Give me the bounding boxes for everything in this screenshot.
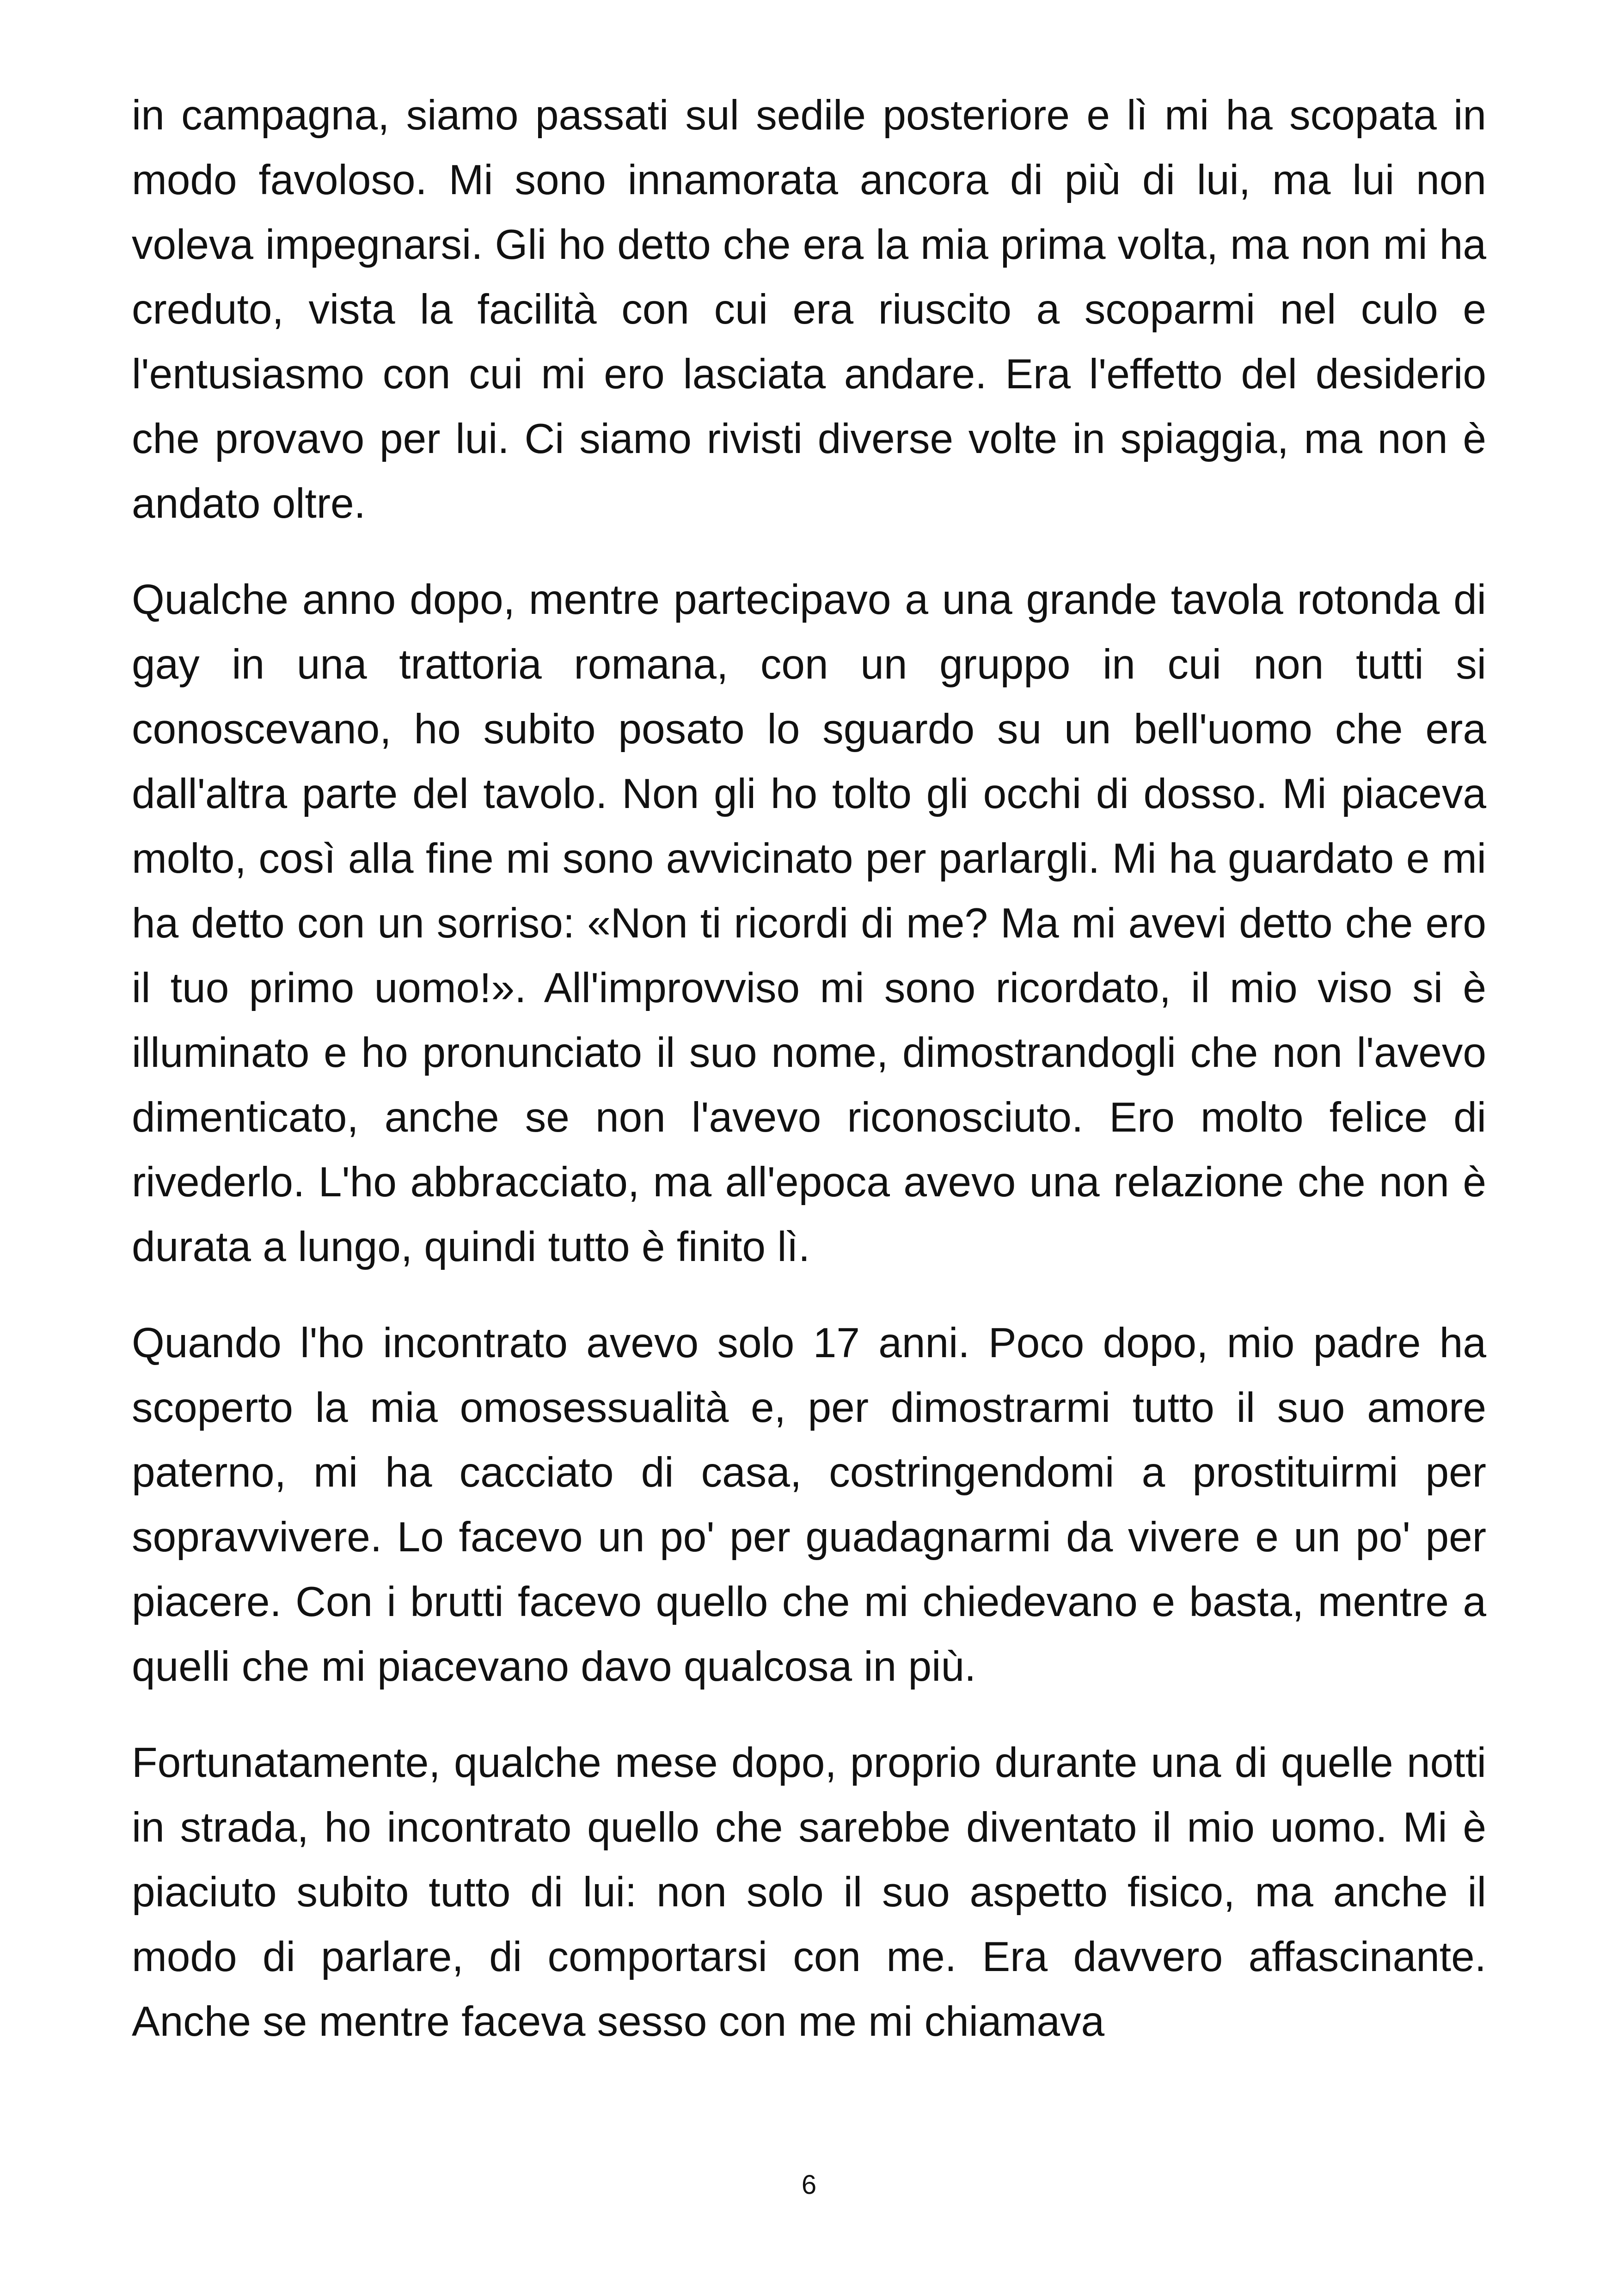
paragraph-1: in campagna, siamo passati sul sedile posteriore e lì mi ha scopata in modo favoloso. Mi sono innamorata ancora di più di lui, ma lui non voleva impegnarsi. Gli ho detto che era la mia prima volta, ma non mi ha creduto, vista la facilità con cui era riuscito a scoparmi nel culo e l'entusiasmo con cui mi ero lasciata andare. Era l'effetto del desiderio che provavo per lui. Ci siamo rivisti diverse volte in spiaggia, ma non è andato oltre. — [132, 92, 1486, 527]
paragraph-3: Quando l'ho incontrato avevo solo 17 anni. Poco dopo, mio padre ha scoperto la mia omosessualità e, per dimostrarmi tutto il suo amore paterno, mi ha cacciato di casa, costringendomi a prostituirmi per sopravvivere. Lo facevo un po' per guadagnarmi da vivere e un po' per piacere. Con i brutti facevo quello che mi chiedevano e basta, mentre a quelli che mi piacevano davo qualcosa in più. — [132, 1320, 1486, 1690]
paragraph-4: Fortunatamente, qualche mese dopo, proprio durante una di quelle notti in strada, ho incontrato quello che sarebbe diventato il mio uomo. Mi è piaciuto subito tutto di lui: non solo il suo aspetto fisico, ma anche il modo di parlare, di comportarsi con me. Era davvero affascinante. Anche se mentre faceva sesso con me mi chiamava — [132, 1739, 1486, 2045]
paragraph-2: Qualche anno dopo, mentre partecipavo a una grande tavola rotonda di gay in una trattoria romana, con un gruppo in cui non tutti si conoscevano, ho subito posato lo sguardo su un bell'uomo che era dall'altra parte del tavolo. Non gli ho tolto gli occhi di dosso. Mi piaceva molto, così alla fine mi sono avvicinato per parlargli. Mi ha guardato e mi ha detto con un sorriso: «Non ti ricordi di me? Ma mi avevi detto che ero il tuo primo uomo!». All'improvviso mi sono ricordato, il mio viso si è illuminato e ho pronunciato il suo nome, dimostrandogli che non l'avevo dimenticato, anche se non l'avevo riconosciuto. Ero molto felice di rivederlo. L'ho abbracciato, ma all'epoca avevo una relazione che non è durata a lungo, quindi tutto è finito lì. — [132, 576, 1486, 1270]
body-text — [132, 83, 1486, 2086]
page-number: 6 — [801, 2170, 817, 2200]
